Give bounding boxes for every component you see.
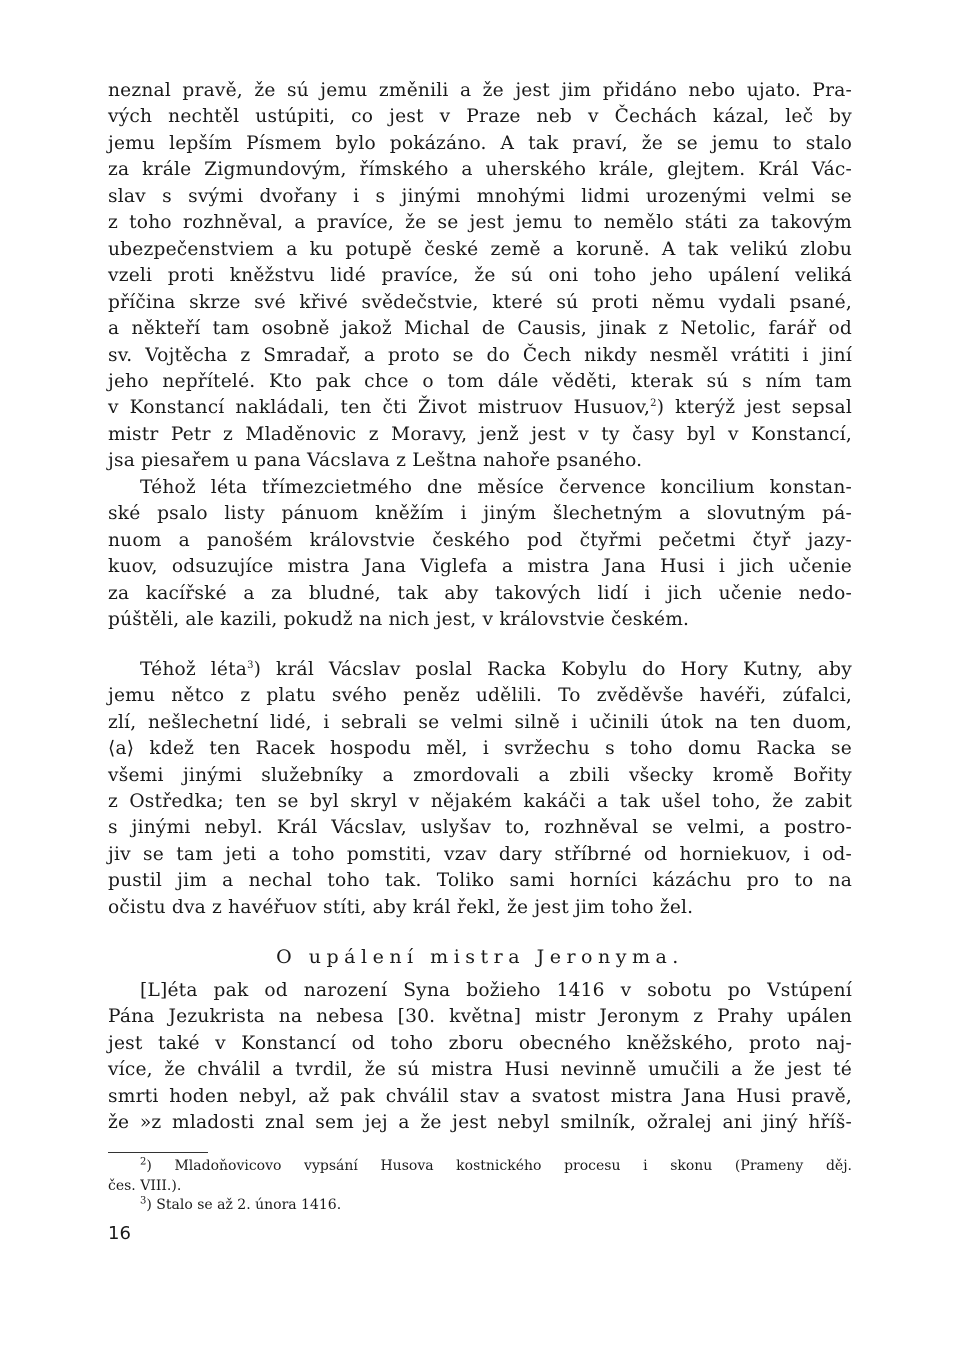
text-line: Pána Jezukrista na nebesa [30. května] mistr Jeronym z Prahy upálen <box>108 1006 852 1028</box>
footnote <box>140 1196 852 1215</box>
text-line: kuov, odsuzujíce mistra Jana Viglefa a mistra Jana Husi i jich učenie <box>108 556 852 578</box>
text-line: očistu dva z havéřuov stíti, aby král řekl, že jest jim toho žel. <box>108 896 694 918</box>
footnote <box>108 1177 852 1196</box>
text-line: [L]éta pak od narození Syna božieho 1416 v sobotu po Vstúpení <box>140 980 852 1001</box>
text-line: z toho rozhněval, a pravíce, že se jest jemu to nemělo státi za takovým <box>108 212 852 234</box>
text-line: Téhož léta třímezcietmého dne měsíce července koncilium konstan- <box>140 476 852 498</box>
line-text: v Konstancí nakládali, ten čti Život mistruov Husuov, <box>108 397 651 419</box>
text-line: příčina skrze své křivé svědečstvie, které sú proti němu vydali psané, <box>108 291 852 313</box>
text-line: smrti hoden nebyl, až pak chválil stav a svatost mistra Jana Husi pravě, <box>108 1085 852 1107</box>
text-line: více, že chválil a tvrdil, že sú mistra Husi nevinně umučili a že jest té <box>108 1059 852 1081</box>
text-line: z Ostředka; ten se byl skryl v nějakém kakáči a tak ušel toho, že zabit <box>108 791 852 812</box>
line-text: ) král Vácslav poslal Racka Kobylu do Hory Kutny, aby <box>253 659 852 680</box>
text-line: jest také v Konstancí od toho zboru obecného kněžského, proto naj- <box>108 1032 852 1054</box>
text-line: že »z mladosti znal sem jej a že jest nebyl smilník, ožralej ani jiný hříš- <box>108 1112 852 1133</box>
text-line: pustil jim a nechal toho tak. Toliko sami horníci kázáchu pro to na <box>108 870 852 892</box>
footnote-marker: 3 <box>247 659 254 671</box>
line-text: ) kterýž jest sepsal <box>656 397 852 419</box>
footnote <box>140 1157 852 1176</box>
footnote-marker: 3 <box>140 1195 147 1207</box>
text-line: jemu lepším Písmem bylo pokázáno. A tak praví, že se jemu to stalo <box>108 132 852 154</box>
footnote-rule <box>108 1152 208 1153</box>
text-line: vých nechtěl ustúpiti, co jest v Praze neb v Čechách kázal, leč by <box>108 106 852 128</box>
text-line <box>108 395 852 421</box>
text-line: slav s svými dvořany i s jinými mnohými lidmi urozenými velmi se <box>108 185 852 207</box>
footnote-marker: 2 <box>650 398 657 410</box>
text-line: púštěli, ale kazili, pokudž na nich jest, v královstvie českém. <box>108 609 690 630</box>
page-number: 16 <box>108 1223 131 1244</box>
text-line: sv. Vojtěcha z Smradař, a proto se do Čech nikdy nesměl vrátiti i jiní <box>108 344 852 366</box>
text-line: s jinými nebyl. Král Vácslav, uslyšav to, rozhněval se velmi, a postro- <box>108 817 852 839</box>
text-line: jemu nětco z platu svého peněz udělili. To zvěděvše havéři, zúfalci, <box>108 685 852 707</box>
text-line: neznal pravě, že sú jemu změnili a že jest jim přidáno nebo ujato. Pra- <box>108 80 852 101</box>
text-line: vzeli proti kněžstvu lidé pravíce, že sú oni toho jeho upálení veliká <box>108 265 852 287</box>
text-line: všemi jinými služebníky a zmordovali a zbili všecky kromě Bořity <box>108 764 852 786</box>
text-line: za krále Zigmundovým, římského a uherského krále, glejtem. Král Vác- <box>108 159 852 181</box>
section-heading: O upálení mistra Jeronyma. <box>276 946 684 968</box>
text-line: mistr Petr z Mladěnovic z Moravy, jenž jest v ty časy byl v Konstancí, <box>108 423 852 445</box>
text-line: za kacířské a za bludné, tak aby takových lidí i jich učenie nedo- <box>108 582 852 604</box>
text-line: jsa piesařem u pana Vácslava z Leštna nahoře psaného. <box>108 450 643 472</box>
text-line: jiv se tam jeti a toho pomstiti, vzav dary stříbrné od horniekuov, i od- <box>108 843 852 865</box>
text-line: nuom a panošém královstvie českého pod čtyřmi pečetmi čtyř jazy- <box>108 529 852 551</box>
footnote-marker: 2 <box>140 1156 147 1168</box>
text-line: ubezpečenstviem a ku potupě české země a koruně. A tak velikú zlobu <box>108 238 852 260</box>
footnote-text: ) Mladoňovicovo vypsání Husova kostnického procesu i skonu (Prameny děj. <box>146 1158 852 1174</box>
footnote-text: ) Stalo se až 2. února 1416. <box>146 1197 342 1213</box>
text-line: a někteří tam osobně jakož Michal de Causis, jinak z Netolic, farář od <box>108 318 852 340</box>
text-line: ské psalo listy pánuom kněžím i jiným šlechetným a slovutným pá- <box>108 503 852 525</box>
text-line <box>140 657 852 683</box>
text-line: zlí, nešlechetní lidé, i sebrali se velmi silně i učinili útok na ten duom, <box>108 711 852 733</box>
text-line: jeho nepřítelé. Kto pak chce o tom dále věděti, kterak sú s ním tam <box>108 370 852 392</box>
line-text: Téhož léta <box>140 659 248 680</box>
text-line: ⟨a⟩ kdež ten Racek hospodu měl, i svržechu s toho domu Racka se <box>108 738 852 760</box>
footnote-text: čes. VIII.). <box>108 1177 182 1194</box>
